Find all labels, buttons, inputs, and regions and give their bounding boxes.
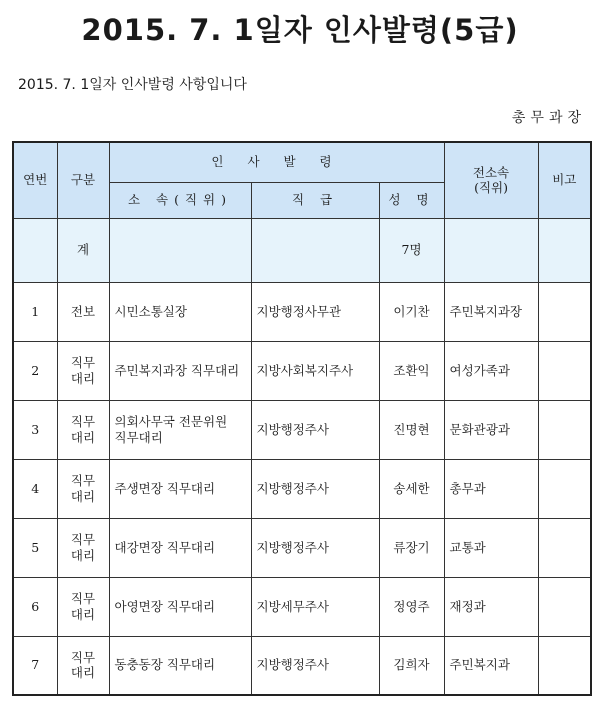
row-no: 6 — [13, 577, 57, 636]
row-type: 직무 대리 — [57, 577, 109, 636]
department-label: 총무과장 — [511, 110, 586, 126]
subtitle: 2015. 7. 1일자 인사발령 사항입니다 — [18, 77, 247, 93]
row-affiliation: 동충동장 직무대리 — [109, 636, 251, 695]
summary-no — [13, 218, 57, 282]
row-rank: 지방행정주사 — [251, 459, 379, 518]
col-header-type: 구분 — [57, 142, 109, 218]
row-type: 직무 대리 — [57, 400, 109, 459]
row-remarks — [538, 341, 591, 400]
row-affiliation: 의회사무국 전문위원 직무대리 — [109, 400, 251, 459]
row-name: 류장기 — [379, 518, 444, 577]
row-rank: 지방세무주사 — [251, 577, 379, 636]
row-no: 7 — [13, 636, 57, 695]
col-header-affiliation: 소 속(직위) — [109, 182, 251, 218]
summary-previous — [444, 218, 538, 282]
personnel-table — [12, 141, 592, 696]
summary-label: 계 — [57, 218, 109, 282]
row-previous: 여성가족과 — [444, 341, 538, 400]
row-name: 진명현 — [379, 400, 444, 459]
row-rank: 지방행정주사 — [251, 400, 379, 459]
summary-remarks — [538, 218, 591, 282]
row-no: 4 — [13, 459, 57, 518]
row-rank: 지방행정주사 — [251, 636, 379, 695]
table-row — [13, 518, 591, 577]
row-affiliation: 아영면장 직무대리 — [109, 577, 251, 636]
row-name: 김희자 — [379, 636, 444, 695]
page-title: 2015. 7. 1일자 인사발령(5급) — [81, 13, 519, 47]
row-remarks — [538, 282, 591, 341]
row-type: 직무 대리 — [57, 459, 109, 518]
table-row — [13, 400, 591, 459]
summary-count: 7명 — [379, 218, 444, 282]
table-row — [13, 636, 591, 695]
row-remarks — [538, 518, 591, 577]
row-previous: 주민복지과장 — [444, 282, 538, 341]
col-header-remarks: 비고 — [538, 142, 591, 218]
row-previous: 교통과 — [444, 518, 538, 577]
row-affiliation: 주민복지과장 직무대리 — [109, 341, 251, 400]
row-rank: 지방행정사무관 — [251, 282, 379, 341]
row-type: 직무 대리 — [57, 518, 109, 577]
col-header-previous: 전소속 (직위) — [444, 142, 538, 218]
row-previous: 문화관광과 — [444, 400, 538, 459]
summary-rank — [251, 218, 379, 282]
summary-affiliation — [109, 218, 251, 282]
row-name: 정영주 — [379, 577, 444, 636]
row-name: 이기찬 — [379, 282, 444, 341]
col-header-rank: 직 급 — [251, 182, 379, 218]
row-no: 2 — [13, 341, 57, 400]
col-header-name: 성 명 — [379, 182, 444, 218]
row-no: 1 — [13, 282, 57, 341]
row-type: 직무 대리 — [57, 341, 109, 400]
row-rank: 지방행정주사 — [251, 518, 379, 577]
table-row — [13, 282, 591, 341]
row-affiliation: 시민소통실장 — [109, 282, 251, 341]
row-no: 3 — [13, 400, 57, 459]
row-no: 5 — [13, 518, 57, 577]
col-header-group: 인 사 발 령 — [109, 142, 444, 182]
table-row — [13, 459, 591, 518]
row-previous: 재정과 — [444, 577, 538, 636]
row-remarks — [538, 636, 591, 695]
row-previous: 총무과 — [444, 459, 538, 518]
row-remarks — [538, 400, 591, 459]
table-row — [13, 341, 591, 400]
row-remarks — [538, 459, 591, 518]
row-affiliation: 주생면장 직무대리 — [109, 459, 251, 518]
row-name: 조환익 — [379, 341, 444, 400]
col-header-no: 연번 — [13, 142, 57, 218]
row-type: 전보 — [57, 282, 109, 341]
row-affiliation: 대강면장 직무대리 — [109, 518, 251, 577]
row-name: 송세한 — [379, 459, 444, 518]
row-rank: 지방사회복지주사 — [251, 341, 379, 400]
row-previous: 주민복지과 — [444, 636, 538, 695]
table-row — [13, 577, 591, 636]
row-remarks — [538, 577, 591, 636]
row-type: 직무 대리 — [57, 636, 109, 695]
